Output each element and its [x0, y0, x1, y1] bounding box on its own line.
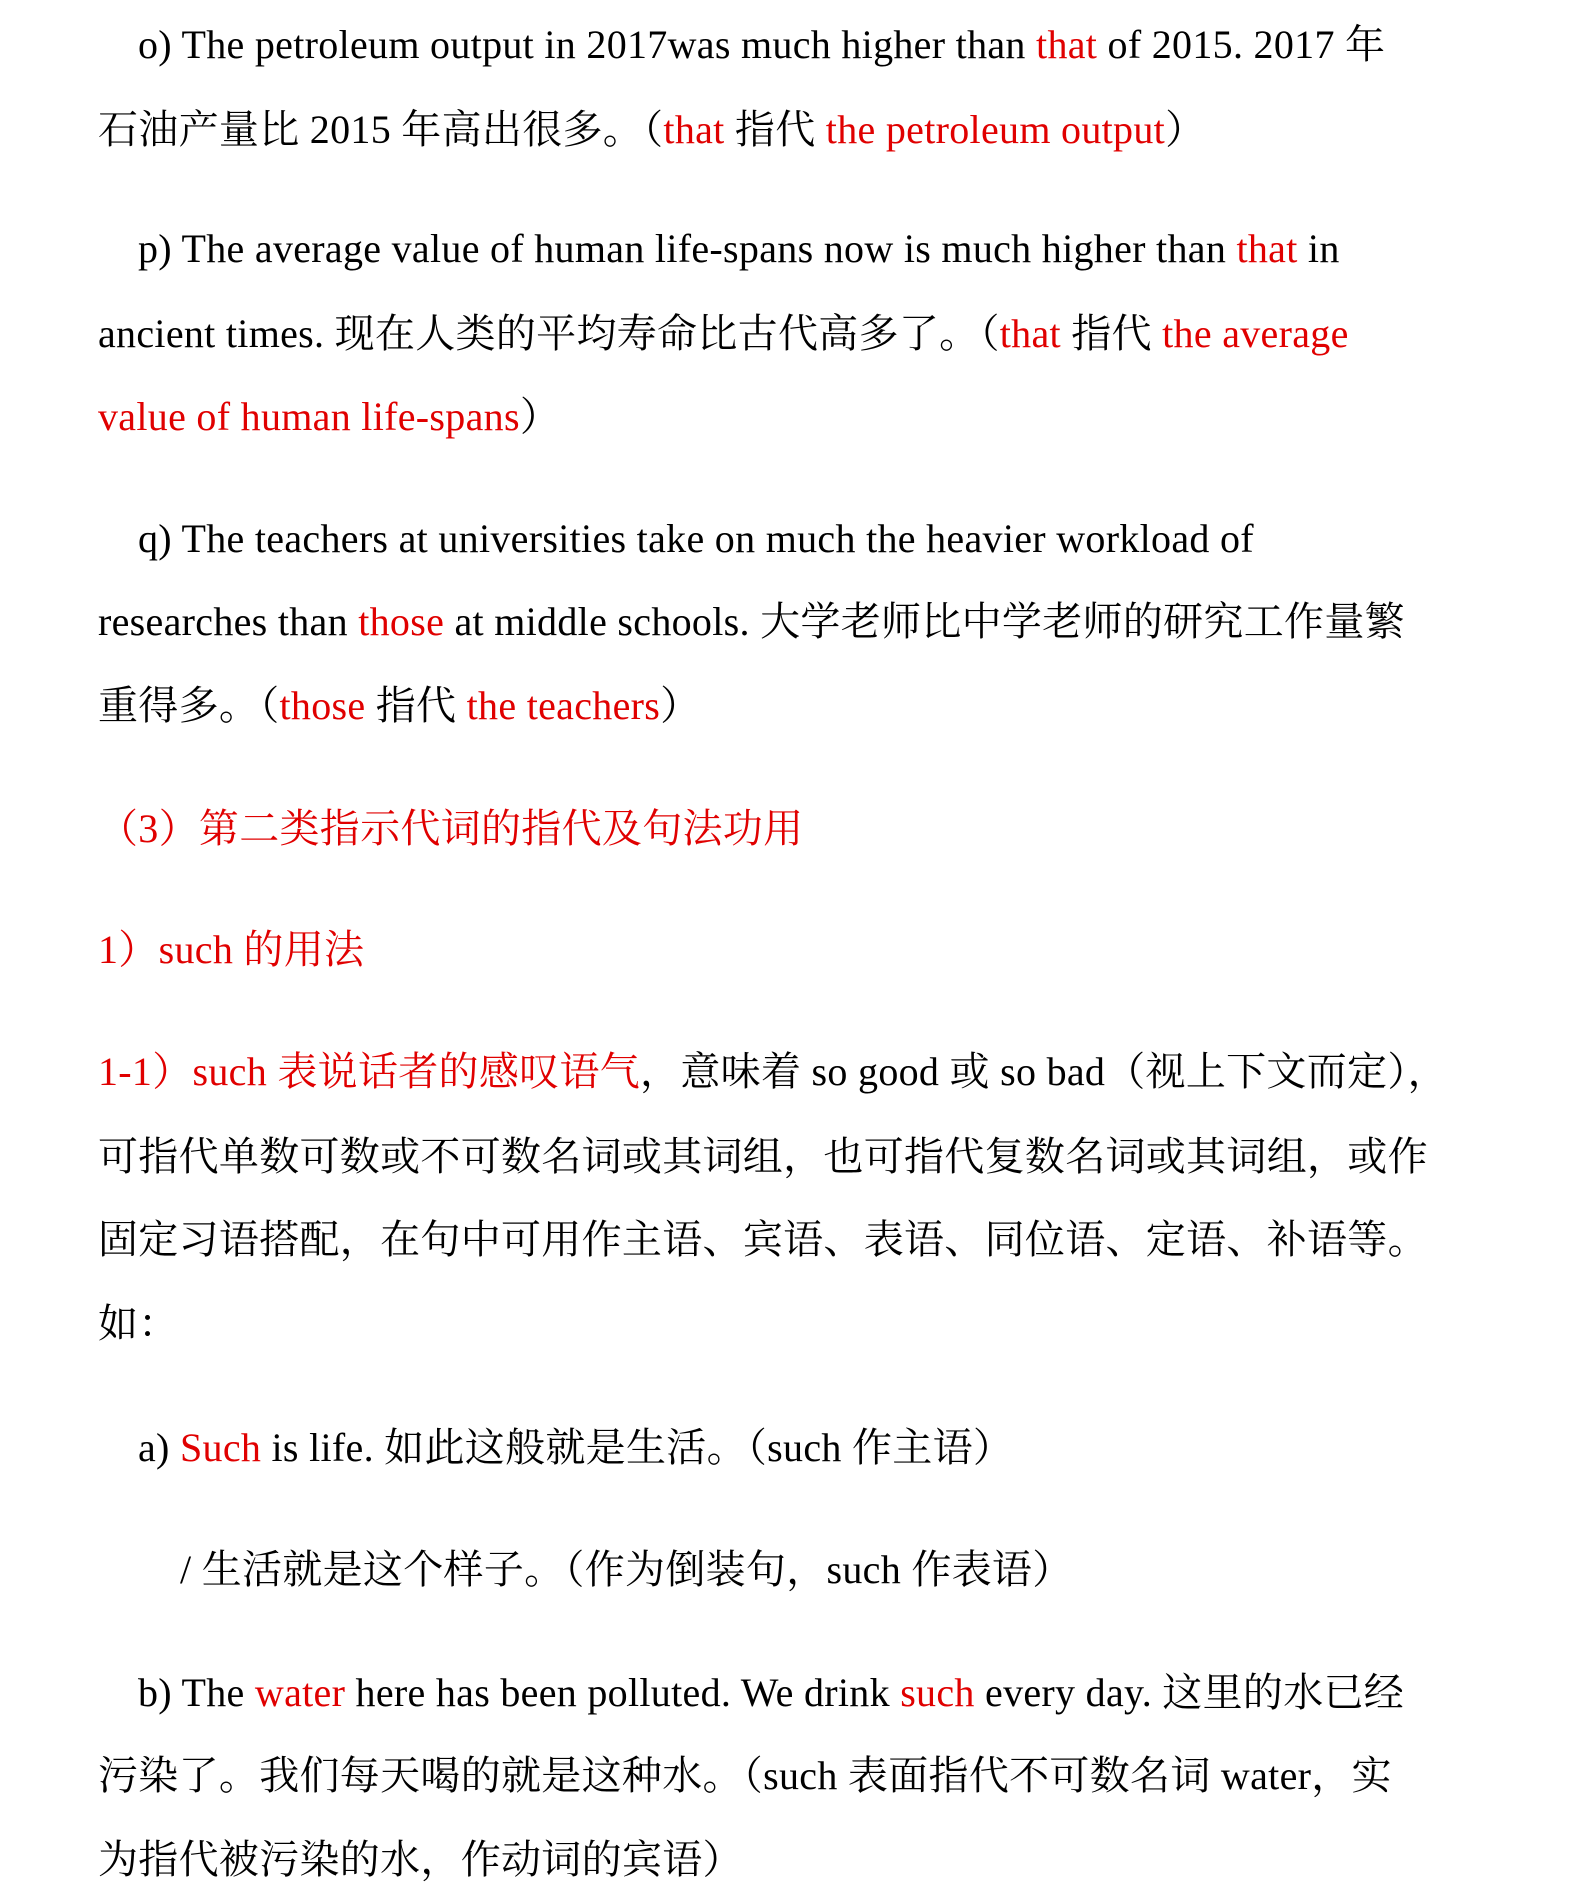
highlight-referent: the teachers	[466, 683, 661, 728]
example-o-line-1	[138, 21, 1385, 69]
rule-1-1-line-1	[98, 1048, 1448, 1096]
text: ）	[519, 394, 561, 439]
text: q) The teachers at universities take on much the heavier workload of	[138, 516, 1254, 561]
text: / 生活就是这个样子。（作为倒装句，such 作表语）	[180, 1547, 1073, 1592]
highlight-that: that	[1036, 22, 1098, 67]
example-p-line-1	[138, 225, 1340, 273]
highlight-such: such	[900, 1670, 975, 1715]
text: a)	[138, 1425, 180, 1470]
text: here has been polluted. We drink	[345, 1670, 901, 1715]
text: b) The	[138, 1670, 255, 1715]
highlight-referent: the petroleum output	[825, 107, 1166, 152]
example-q-line-3	[98, 682, 700, 730]
highlight-that: that	[999, 311, 1061, 356]
heading-text: 1）such 的用法	[98, 927, 365, 972]
example-b-line-3	[98, 1836, 743, 1884]
example-b-line-1	[138, 1669, 1404, 1717]
heading-text: （3）第二类指示代词的指代及句法功用	[98, 806, 804, 851]
text: ）	[660, 683, 701, 728]
example-p-line-3	[98, 393, 560, 441]
text: researches than	[98, 599, 359, 644]
text: 石油产量比 2015 年高出很多。（	[98, 107, 664, 152]
text: 污染了。我们每天喝的就是这种水。（such 表面指代不可数名词 water，实	[98, 1753, 1392, 1798]
highlight-that: that	[1236, 226, 1298, 271]
example-p-line-2	[98, 310, 1349, 358]
text: 如：	[98, 1301, 179, 1346]
example-a-line-1	[138, 1424, 1013, 1472]
text: ancient times. 现在人类的平均寿命比古代高多了。（	[98, 311, 1000, 356]
text: in	[1297, 226, 1340, 271]
text: ）	[1165, 107, 1206, 152]
example-q-line-2	[98, 598, 1405, 646]
highlight-those: those	[358, 599, 445, 644]
example-q-line-1	[138, 515, 1254, 563]
rule-1-1-line-2	[98, 1133, 1428, 1181]
text: 重得多。（	[98, 683, 280, 728]
highlight-those: those	[279, 683, 366, 728]
text: ，意味着 so good 或 so bad（视上下文而定），	[640, 1049, 1448, 1094]
text: 指代	[1060, 311, 1163, 356]
text: 可指代单数可数或不可数名词或其词组，也可指代复数名词或其词组，或作	[98, 1134, 1428, 1179]
text: of 2015. 2017 年	[1097, 22, 1386, 67]
rule-1-1-line-4	[98, 1300, 179, 1348]
highlight-that: that	[663, 107, 725, 152]
highlight-water: water	[254, 1670, 346, 1715]
text: 指代	[724, 107, 826, 152]
highlight-such: Such	[179, 1425, 262, 1470]
section-heading-1	[98, 926, 364, 974]
rule-1-1-line-3	[98, 1216, 1428, 1264]
text: p) The average value of human life-spans now is much higher than	[138, 226, 1237, 271]
text: is life. 如此这般就是生活。（such 作主语）	[261, 1425, 1014, 1470]
highlight-referent: the average	[1162, 311, 1349, 356]
text: 指代	[365, 683, 467, 728]
example-b-line-2	[98, 1752, 1392, 1800]
highlight-referent: value of human life-spans	[98, 394, 520, 439]
section-heading-3	[98, 805, 803, 853]
example-a-line-2	[180, 1546, 1073, 1594]
text: 为指代被污染的水，作动词的宾语）	[98, 1837, 743, 1882]
text: o) The petroleum output in 2017was much higher than	[138, 22, 1037, 67]
text: every day. 这里的水已经	[974, 1670, 1405, 1715]
rule-label: 1-1）such 表说话者的感叹语气	[98, 1049, 641, 1094]
text: at middle schools. 大学老师比中学老师的研究工作量繁	[444, 599, 1405, 644]
text: 固定习语搭配，在句中可用作主语、宾语、表语、同位语、定语、补语等。	[98, 1217, 1428, 1262]
example-o-line-2	[98, 106, 1205, 154]
